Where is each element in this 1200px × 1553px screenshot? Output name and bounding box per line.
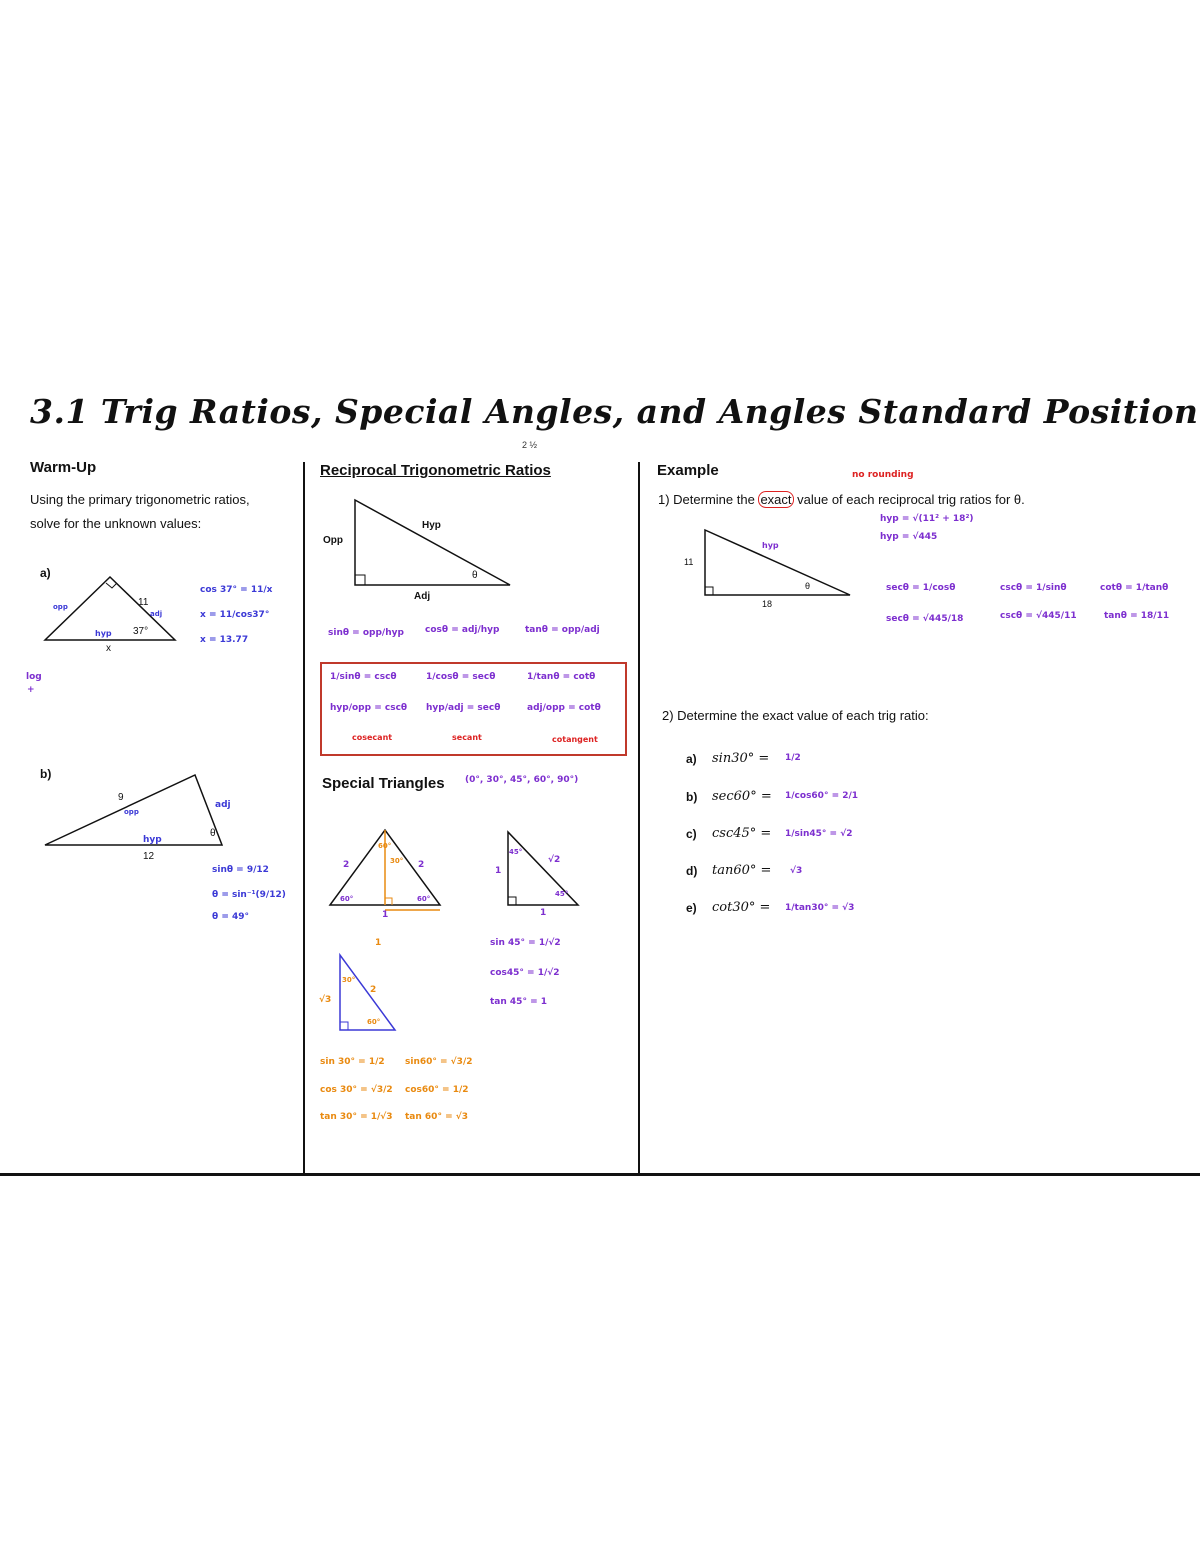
example-tri-11: 11 [684,557,694,567]
warmup-b-label: b) [40,767,52,781]
tan-value: tanθ = 18/11 [1104,611,1170,621]
iso-work-cos: cos45° = 1/√2 [490,968,560,978]
warmup-b-work-1: sinθ = 9/12 [212,865,269,875]
q2-c-label: c) [686,827,697,841]
q1-suffix: value of each reciprocal trig ratios for θ. [793,492,1025,507]
hyp-work-1: hyp = √(11² + 18²) [880,514,974,524]
recip-sec: 1/cosθ = secθ [426,672,496,682]
recip-csc: 1/sinθ = cscθ [330,672,397,682]
eq-half-angle: 30° [390,857,404,865]
q2-e-answer: 1/tan30° = √3 [785,903,855,913]
reciprocal-tri-adj: Adj [414,591,431,602]
cot-definition: cotθ = 1/tanθ [1100,583,1169,593]
warmup-a-label: a) [40,566,51,580]
q2-d-expr: tan60° = [712,863,772,878]
eq-top-angle: 60° [378,842,392,850]
reciprocal-tri-hyp: Hyp [422,520,441,531]
work-sin60: sin60° = √3/2 [405,1057,473,1067]
warmup-heading: Warm-Up [30,459,97,476]
warmup-a-side-x: x [106,643,111,654]
sec-value: secθ = √445/18 [886,614,964,624]
title-annotation: 2 ½ [522,440,538,450]
cos-definition: cosθ = adj/hyp [425,625,500,635]
q2-a-label: a) [686,752,697,766]
recip-cot: 1/tanθ = cotθ [527,672,596,682]
work-tan30: tan 30° = 1/√3 [320,1112,393,1122]
warmup-a-side-11: 11 [138,597,149,608]
reciprocal-tri-opp: Opp [323,535,343,546]
reciprocal-heading: Reciprocal Trigonometric Ratios [320,462,551,479]
warmup-a-work-1: cos 37° = 11/x [200,585,273,595]
warmup-b-note-adj: adj [215,800,231,810]
margin-note-log: log [26,672,42,682]
sec-definition: secθ = 1/cosθ [886,583,956,593]
special-angles-note: (0°, 30°, 45°, 60°, 90°) [465,775,579,785]
q2-d-label: d) [686,864,698,878]
recip-sec-ratio: hyp/adj = secθ [426,703,501,713]
csc-value: cscθ = √445/11 [1000,611,1077,621]
warmup-b-work-2: θ = sin⁻¹(9/12) [212,890,286,900]
hyp-work-2: hyp = √445 [880,532,938,542]
work-cos30: cos 30° = √3/2 [320,1085,393,1095]
q2-e-expr: cot30° = [712,900,771,915]
recip-cot-ratio: adj/opp = cotθ [527,703,601,713]
recip-name-cotangent: cotangent [552,735,598,744]
q2-b-answer: 1/cos60° = 2/1 [785,791,859,801]
example-q2: 2) Determine the exact value of each trig ratio: [662,708,929,723]
recip-name-secant: secant [452,733,482,742]
warmup-instruction-1: Using the primary trigonometric ratios, [30,492,250,507]
q1-exact: exact [760,492,792,507]
sin-definition: sinθ = opp/hyp [328,628,404,638]
q2-c-expr: csc45° = [712,826,772,841]
page-title: 3.1 Trig Ratios, Special Angles, and Angles Standard Position [30,392,1199,431]
eq-right-angle: 60° [417,895,431,903]
q2-a-expr: sin30° = [712,751,770,766]
q2-e-label: e) [686,901,697,915]
warmup-instruction-2: solve for the unknown values: [30,516,202,531]
warmup-a-note-hyp: hyp [95,629,112,638]
q2-a-answer: 1/2 [785,753,801,763]
example-heading: Example [657,462,719,479]
iso-work-sin: sin 45° = 1/√2 [490,938,561,948]
warmup-b-note-opp: opp [124,808,139,816]
recip-name-cosecant: cosecant [352,733,393,742]
csc-definition: cscθ = 1/sinθ [1000,583,1067,593]
q2-d-answer: √3 [790,866,803,876]
work-cos60: cos60° = 1/2 [405,1085,469,1095]
warmup-b-note-hyp: hyp [143,835,162,845]
iso-leg-h: 1 [540,908,547,918]
recip-csc-ratio: hyp/opp = cscθ [330,703,408,713]
iso-bottom-angle: 45° [555,890,569,898]
q2-b-label: b) [686,790,698,804]
iso-top-angle: 45° [509,848,523,856]
q2-c-answer: 1/sin45° = √2 [785,829,853,839]
warmup-b-theta: θ [210,828,216,839]
example-tri-hyp: hyp [762,541,779,550]
warmup-a-note-adj: adj [150,610,163,618]
iso-hyp: √2 [548,855,561,865]
half-base: 1 [375,938,382,948]
eq-base: 1 [382,910,389,920]
tan-definition: tanθ = opp/adj [525,625,600,635]
no-rounding-note: no rounding [852,470,914,480]
eq-left-angle: 60° [340,895,354,903]
work-tan60: tan 60° = √3 [405,1112,469,1122]
warmup-a-work-3: x = 13.77 [200,635,249,645]
half-vert: √3 [319,995,332,1005]
half-hyp: 2 [370,985,377,995]
warmup-b-side-12: 12 [143,851,155,862]
reciprocal-tri-theta: θ [472,570,478,581]
warmup-a-angle: 37° [133,626,149,637]
special-heading: Special Triangles [322,775,445,792]
q1-prefix: 1) Determine the [658,492,759,507]
q2-b-expr: sec60° = [712,789,772,804]
example-tri-18: 18 [762,599,773,609]
warmup-a-work-2: x = 11/cos37° [200,610,270,620]
warmup-b-work-3: θ = 49° [212,912,250,922]
eq-side-left: 2 [343,860,350,870]
warmup-b-side-9: 9 [118,792,124,803]
example-tri-theta: θ [805,581,811,591]
iso-work-tan: tan 45° = 1 [490,997,548,1007]
half-top-angle: 30° [342,976,356,984]
half-bottom-angle: 60° [367,1018,381,1026]
iso-leg-v: 1 [495,866,502,876]
warmup-a-note-opp: opp [53,603,68,611]
work-sin30: sin 30° = 1/2 [320,1057,385,1067]
margin-note-plus: + [27,685,35,695]
eq-side-right: 2 [418,860,425,870]
